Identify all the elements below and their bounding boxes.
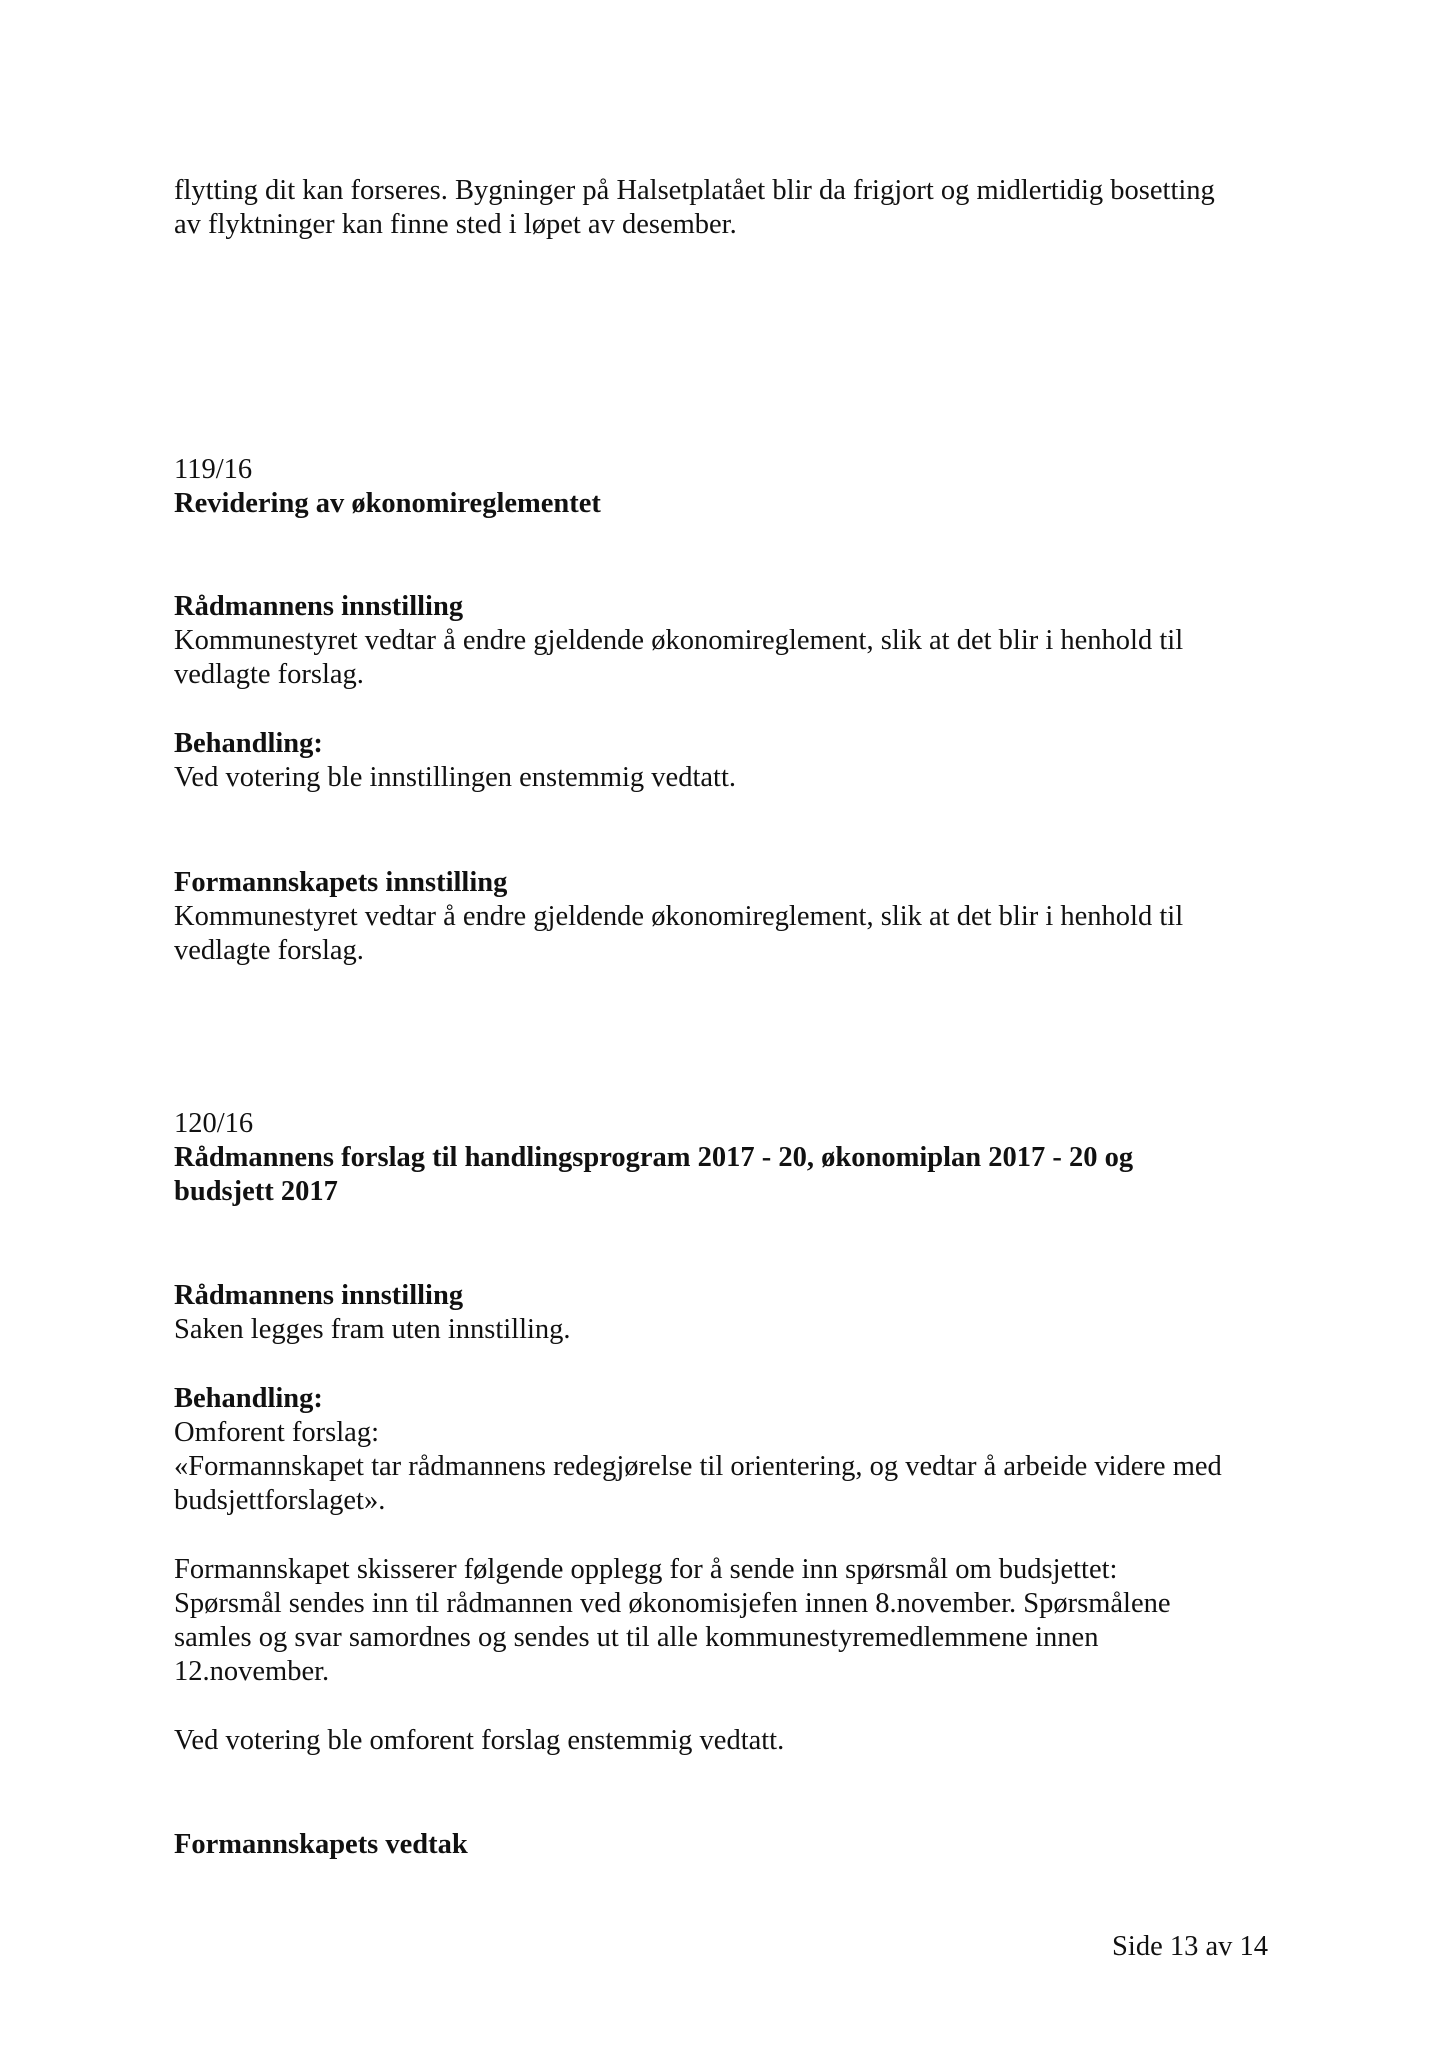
intro-line-1: flytting dit kan forseres. Bygninger på Halsetplatået blir da frigjort og midlertidig bosetting [174, 175, 1215, 206]
case-119-behandling-heading: Behandling: [174, 728, 323, 759]
case-120-title-line-1: Rådmannens forslag til handlingsprogram 2017 - 20, økonomiplan 2017 - 20 og [174, 1142, 1134, 1173]
case-120-opplegg-line-1: Formannskapet skisserer følgende opplegg for å sende inn spørsmål om budsjettet: [174, 1554, 1118, 1585]
case-119-number: 119/16 [174, 454, 253, 485]
case-120-behandling-line-3: budsjettforslaget». [174, 1485, 386, 1516]
case-119-title: Revidering av økonomireglementet [174, 488, 601, 519]
case-120-radmann-heading: Rådmannens innstilling [174, 1280, 464, 1311]
case-120-opplegg-line-3: samles og svar samordnes og sendes ut til alle kommunestyremedlemmene innen [174, 1622, 1099, 1653]
case-120-number: 120/16 [174, 1108, 254, 1139]
page-number: Side 13 av 14 [1112, 1931, 1268, 1962]
case-120-radmann-text: Saken legges fram uten innstilling. [174, 1314, 571, 1345]
case-120-behandling-line-2: «Formannskapet tar rådmannens redegjørelse til orientering, og vedtar å arbeide videre med [174, 1451, 1222, 1482]
case-119-formannskap-line-1: Kommunestyret vedtar å endre gjeldende økonomireglement, slik at det blir i henhold til [174, 901, 1184, 932]
case-119-radmann-heading: Rådmannens innstilling [174, 591, 464, 622]
intro-line-2: av flyktninger kan finne sted i løpet av desember. [174, 209, 737, 240]
case-119-behandling-text: Ved votering ble innstillingen enstemmig vedtatt. [174, 762, 736, 793]
case-120-opplegg-line-4: 12.november. [174, 1656, 330, 1687]
case-120-votering-text: Ved votering ble omforent forslag enstemmig vedtatt. [174, 1725, 785, 1756]
case-120-opplegg-line-2: Spørsmål sendes inn til rådmannen ved økonomisjefen innen 8.november. Spørsmålene [174, 1588, 1171, 1619]
case-120-vedtak-heading: Formannskapets vedtak [174, 1829, 468, 1860]
case-119-formannskap-line-2: vedlagte forslag. [174, 935, 364, 966]
case-119-radmann-line-2: vedlagte forslag. [174, 659, 364, 690]
case-120-behandling-heading: Behandling: [174, 1383, 323, 1414]
case-119-formannskap-heading: Formannskapets innstilling [174, 867, 508, 898]
case-120-title-line-2: budsjett 2017 [174, 1176, 338, 1207]
case-119-radmann-line-1: Kommunestyret vedtar å endre gjeldende økonomireglement, slik at det blir i henhold til [174, 625, 1184, 656]
case-120-behandling-line-1: Omforent forslag: [174, 1417, 379, 1448]
